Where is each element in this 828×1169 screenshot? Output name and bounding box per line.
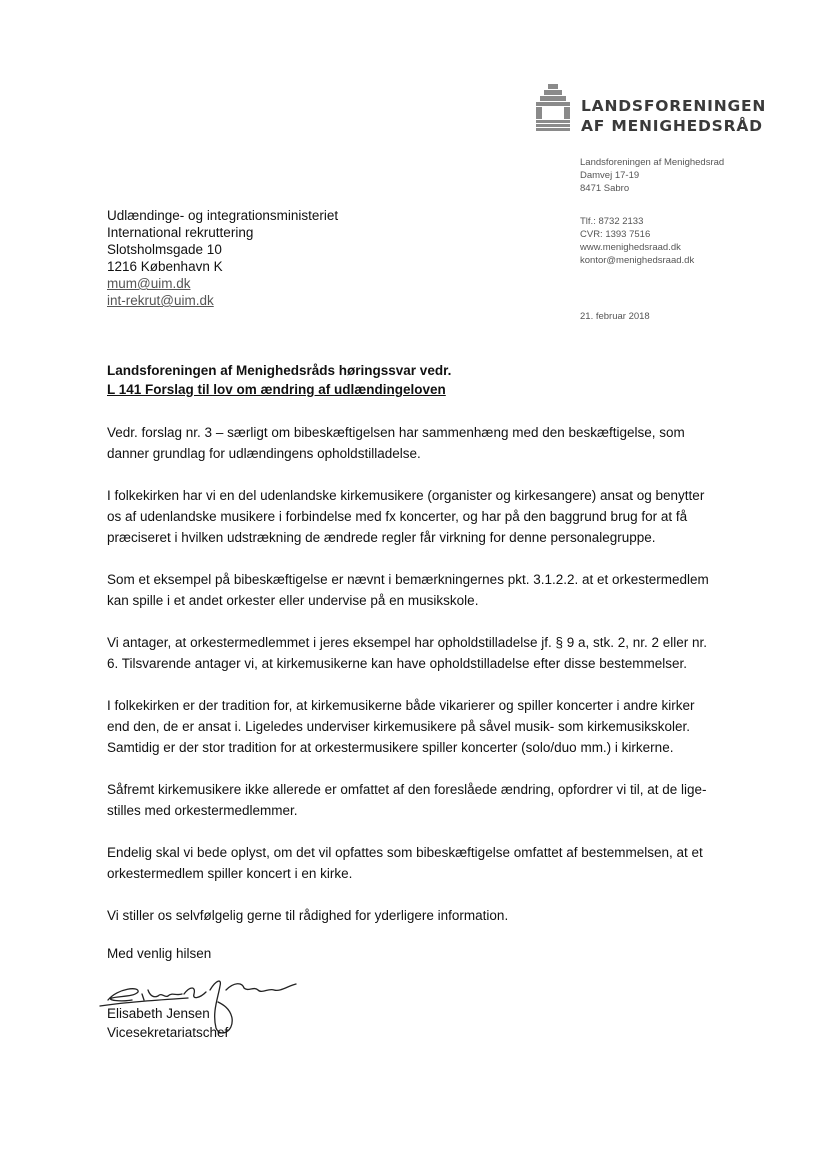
sender-name: Landsforeningen af Menighedsrad	[580, 157, 725, 168]
church-logo-icon	[533, 84, 573, 136]
logo-line-1: LANDSFORENINGEN	[581, 97, 767, 115]
paragraph-line: Vi stiller os selvfølgelig gerne til rådighed for yderligere information.	[107, 908, 509, 923]
recipient-email-link[interactable]: mum@uim.dk	[107, 276, 191, 291]
paragraph-line: kan spille i et andet orkester eller undervise på en musikskole.	[107, 593, 479, 608]
paragraph-line: danner grundlag for udlændingens opholdstilladelse.	[107, 446, 421, 461]
paragraph-line: orkestermedlem spiller koncert i en kirke.	[107, 866, 353, 881]
paragraph	[107, 905, 727, 926]
recipient-email-link[interactable]: int-rekrut@uim.dk	[107, 293, 214, 308]
logo-line-2: AF MENIGHEDSRÅD	[581, 117, 763, 135]
sender-phone: Tlf.: 8732 2133	[580, 216, 644, 227]
paragraph-line: Vedr. forslag nr. 3 – særligt om bibeskæftigelsen har sammenhæng med den beskæftigelse, som	[107, 425, 685, 440]
paragraph-line: Samtidig er der stor tradition for at orkestermusikere spiller koncerter (solo/duo mm.) i kirkerne.	[107, 740, 674, 755]
paragraph-line: I folkekirken er der tradition for, at kirkemusikerne både vikarierer og spiller koncerter i andre kirker	[107, 698, 695, 713]
signatory	[107, 1004, 228, 1042]
paragraph-line: I folkekirken har vi en del udenlandske kirkemusikere (organister og kirkesangere) ansat og benytter	[107, 488, 705, 503]
paragraph-line: stilles med orkestermedlemmer.	[107, 803, 298, 818]
sender-website: www.menighedsraad.dk	[580, 242, 681, 253]
closing-greeting: Med venlig hilsen	[107, 946, 212, 961]
paragraph	[107, 779, 727, 821]
paragraph-line: 6. Tilsvarende antager vi, at kirkemusikerne kan have opholdstilladelse efter disse bestemmelser.	[107, 656, 688, 671]
letter-body	[107, 422, 727, 947]
sender-street: Damvej 17-19	[580, 170, 640, 181]
sender-city: 8471 Sabro	[580, 183, 630, 194]
sender-info	[580, 156, 724, 267]
sender-cvr: CVR: 1393 7516	[580, 229, 651, 240]
paragraph	[107, 695, 727, 758]
paragraph-line: Endelig skal vi bede oplyst, om det vil opfattes som bibeskæftigelse omfattet af bestemmelsen, at et	[107, 845, 703, 860]
paragraph-line: Såfremt kirkemusikere ikke allerede er omfattet af den foreslåede ændring, opfordrer vi til, at de lige-	[107, 782, 707, 797]
paragraph	[107, 842, 727, 884]
paragraph	[107, 422, 727, 464]
signatory-name: Elisabeth Jensen	[107, 1006, 210, 1021]
paragraph	[107, 569, 727, 611]
recipient-line: Udlændinge- og integrationsministeriet	[107, 208, 339, 223]
paragraph-line: Som et eksempel på bibeskæftigelse er nævnt i bemærkningernes pkt. 3.1.2.2. at et orkestermedlem	[107, 572, 709, 587]
paragraph-line: os af udenlandske musikere i forbindelse med fx koncerter, og har på den baggrund brug for at få	[107, 509, 688, 524]
paragraph-line: end den, de er ansat i. Ligeledes underviser kirkemusikere på såvel musik- som kirkemusikskoler.	[107, 719, 691, 734]
recipient-line: Slotsholmsgade 10	[107, 242, 222, 257]
subject-line-1: Landsforeningen af Menighedsråds høringssvar vedr.	[107, 363, 452, 378]
recipient-line: International rekruttering	[107, 225, 254, 240]
organization-logo	[533, 84, 767, 140]
paragraph	[107, 485, 727, 548]
letter-date: 21. februar 2018	[580, 311, 650, 322]
recipient-address	[107, 207, 338, 309]
paragraph-line: Vi antager, at orkestermedlemmet i jeres eksempel har opholdstilladelse jf. § 9 a, stk. 2, nr. 2 eller nr.	[107, 635, 708, 650]
paragraph	[107, 632, 727, 674]
subject-line-2: L 141 Forslag til lov om ændring af udlændingeloven	[107, 382, 446, 397]
recipient-line: 1216 København K	[107, 259, 223, 274]
letter-subject	[107, 361, 451, 399]
signatory-title: Vicesekretariatschef	[107, 1025, 229, 1040]
sender-email: kontor@menighedsraad.dk	[580, 255, 695, 266]
paragraph-line: præciseret i hvilken udstrækning de ændrede regler får virkning for denne personalegruppe.	[107, 530, 656, 545]
